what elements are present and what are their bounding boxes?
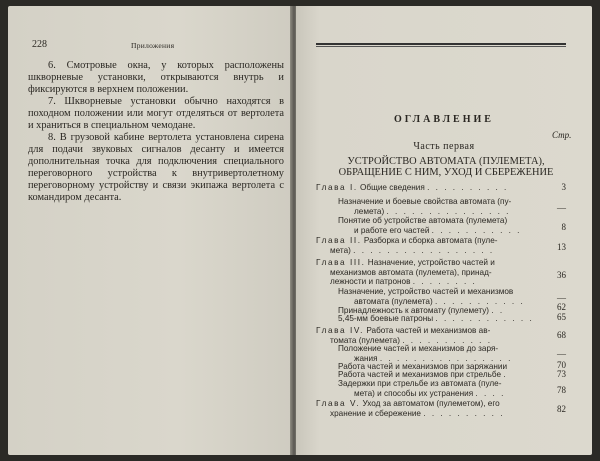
toc-page: 73 (557, 369, 566, 379)
paragraph-8: 8. В грузовой кабине вертолета установлена сирена для подачи звуковых сигналов десанту и имеется дополнительная точка для подключения специального переговорного устройства к внутривертолетному переговорному устройству и связи экипажа вертолета с командиром десанта. (28, 132, 284, 203)
top-rule (316, 43, 566, 45)
toc-page: — (557, 349, 566, 359)
paragraph-6: 6. Смотровые окна, у которых расположены шкворневые установки, открываются внутрь и фиксируются в верхнем положении. (28, 60, 284, 95)
body-text (28, 60, 284, 204)
toc-page: 13 (557, 242, 566, 252)
toc-title: ОГЛАВЛЕНИЕ (394, 114, 494, 125)
paragraph-7: 7. Шкворневые установки обычно находятся в походном положении или могут отделяться от вертолета и храниться в специальном чемодане. (28, 96, 284, 131)
toc-page: 68 (557, 330, 566, 340)
toc-page: 3 (561, 182, 566, 192)
toc-entry[interactable]: Назначение, устройство частей и механизмов автомата (пулемета) . . . . . . . . . . . (338, 287, 525, 306)
toc-entry[interactable]: Назначение и боевые свойства автомата (пу- лемета) . . . . . . . . . . . . . . . (338, 197, 512, 216)
toc-page: 78 (557, 385, 566, 395)
top-rule-thin (316, 46, 566, 47)
toc-chapter-5[interactable]: Глава V. Уход за автоматом (пулеметом), его хранение и сбережение . . . . . . . . . . (316, 399, 505, 418)
toc-chapter-2[interactable]: Глава II. Разборка и сборка автомата (пуле- мета) . . . . . . . . . . . . . . . . . (316, 236, 498, 255)
toc-chapter-1[interactable]: Глава I. Общие сведения . . . . . . . . . . (316, 183, 509, 192)
toc-page: 65 (557, 312, 566, 322)
left-page (8, 6, 292, 455)
toc-entry[interactable]: Положение частей и механизмов до заря- жания . . . . . . . . . . . . . . . . (338, 344, 513, 363)
toc-entry[interactable]: Понятие об устройстве автомата (пулемета) и работе его частей . . . . . . . . . . . (338, 216, 522, 235)
toc-entry[interactable]: Работа частей и механизмов при стрельбе . (338, 370, 508, 379)
part-subject: УСТРОЙСТВО АВТОМАТА (ПУЛЕМЕТА), ОБРАЩЕНИЕ С НИМ, УХОД И СБЕРЕЖЕНИЕ (338, 156, 554, 178)
running-head: Приложения (131, 41, 175, 50)
toc-page: 82 (557, 404, 566, 414)
page-number: 228 (32, 39, 47, 50)
toc-entry[interactable]: Работа частей и механизмов при заряжании (338, 362, 508, 371)
toc-page: — (557, 203, 566, 213)
toc-entry[interactable]: Задержки при стрельбе из автомата (пуле- мета) и способы их устранения . . . . (338, 379, 506, 398)
toc-entry[interactable]: 5,45-мм боевые патроны . . . . . . . . . . . . (338, 314, 534, 323)
toc-page: 62 (557, 302, 566, 312)
toc-page: 70 (557, 360, 566, 370)
right-page (296, 6, 592, 455)
toc-chapter-3[interactable]: Глава III. Назначение, устройство частей и механизмов автомата (пулемета), принад- лежности и патронов . . . . . . . . (316, 258, 495, 287)
toc-page: 36 (557, 270, 566, 280)
part-heading: Часть первая (413, 141, 475, 152)
toc-page: — (557, 293, 566, 303)
toc-entry[interactable]: Принадлежность к автомату (пулемету) . . (338, 306, 505, 315)
page-column-label: Стр. (552, 130, 572, 140)
toc-page: 8 (561, 222, 566, 232)
toc-chapter-4[interactable]: Глава IV. Работа частей и механизмов ав- томата (пулемета) . . . . . . . . . . . (316, 326, 493, 345)
